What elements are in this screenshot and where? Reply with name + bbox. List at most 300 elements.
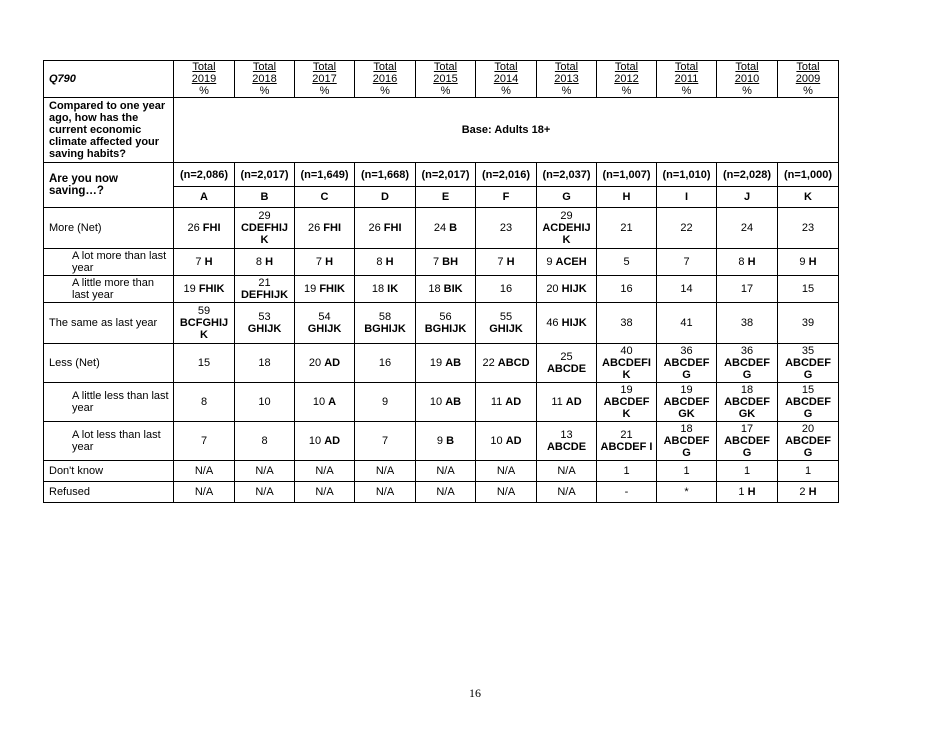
cell-value: 21	[620, 222, 633, 234]
table-cell	[717, 303, 778, 344]
cell-value: 19	[183, 283, 196, 295]
table-row	[44, 422, 839, 461]
table-cell	[295, 303, 355, 344]
cell-value: 1	[683, 465, 690, 477]
table-cell	[657, 482, 717, 503]
cell-value: 20	[546, 283, 559, 295]
table-cell	[657, 276, 717, 303]
table-cell	[778, 249, 839, 276]
significance-letters: ABCDEF K	[603, 396, 650, 420]
significance-letters: ABCDEF G	[785, 435, 831, 459]
cell-value: 1	[743, 465, 751, 477]
cell-value: 17	[740, 283, 754, 295]
percent-label: %	[681, 85, 692, 97]
significance-letters: GHIJK	[247, 323, 282, 335]
year-label: 2019	[191, 73, 217, 85]
cell-value: 9	[546, 256, 553, 268]
table-row	[44, 344, 839, 383]
total-label: Total	[312, 61, 337, 73]
significance-letters: BIK	[443, 283, 463, 295]
table-cell	[657, 344, 717, 383]
percent-label: %	[319, 85, 330, 97]
cell-value: 29	[560, 210, 573, 222]
cell-value: 23	[499, 222, 513, 234]
cell-value: 16	[499, 283, 513, 295]
cell-value: 9	[381, 396, 389, 408]
total-label: Total	[554, 61, 579, 73]
sample-size: (n=2,086)	[174, 163, 235, 187]
table-cell	[597, 208, 657, 249]
table-cell	[476, 482, 537, 503]
table-cell	[537, 276, 597, 303]
significance-letters: FHI	[383, 222, 402, 234]
table-cell	[476, 208, 537, 249]
cell-value: 40	[620, 345, 633, 357]
significance-letters: HIJK	[561, 317, 587, 329]
cell-value: 14	[680, 283, 693, 295]
cell-value: 1	[804, 465, 812, 477]
cell-value: 55	[499, 311, 513, 323]
total-label: Total	[674, 61, 699, 73]
significance-letters: ABCDEF G	[663, 357, 710, 381]
cell-value: -	[624, 486, 629, 498]
row-label: A little more than last year	[44, 276, 174, 303]
table-cell	[355, 276, 416, 303]
significance-letters: HIJK	[561, 283, 587, 295]
table-cell	[174, 383, 235, 422]
significance-letters: ACEH	[555, 256, 587, 268]
year-label: 2009	[795, 73, 821, 85]
significance-letters: A	[328, 396, 337, 408]
significance-letters: FHI	[202, 222, 221, 234]
total-label: Total	[252, 61, 277, 73]
sample-size: (n=1,000)	[778, 163, 839, 187]
significance-letters: FHIK	[198, 283, 225, 295]
table-cell	[476, 461, 537, 482]
table-cell	[597, 482, 657, 503]
table-cell	[657, 303, 717, 344]
row-label: More (Net)	[44, 208, 174, 249]
cell-value: 19	[429, 357, 443, 369]
significance-letters: H	[747, 256, 756, 268]
cell-value: 24	[433, 222, 447, 234]
table-row	[44, 276, 839, 303]
cell-value: 8	[200, 396, 208, 408]
table-cell	[295, 276, 355, 303]
cell-value: 9	[436, 435, 444, 447]
significance-letters: ABCDEF G	[785, 357, 831, 381]
table-cell	[235, 208, 295, 249]
percent-label: %	[742, 85, 752, 97]
percent-label: %	[380, 85, 390, 97]
significance-letters: ACDEHIJ K	[542, 222, 591, 246]
table-cell	[235, 383, 295, 422]
significance-letters: BH	[442, 256, 459, 268]
column-header	[174, 61, 235, 98]
significance-letters: ABCDEF G	[663, 435, 710, 459]
column-header	[537, 61, 597, 98]
significance-letters: H	[506, 256, 515, 268]
table-cell	[174, 482, 235, 503]
year-label: 2014	[493, 73, 519, 85]
table-cell	[174, 276, 235, 303]
column-header	[355, 61, 416, 98]
table-cell	[174, 422, 235, 461]
percent-label: %	[259, 85, 270, 97]
cell-value: *	[684, 486, 689, 498]
cell-value: N/A	[557, 465, 576, 477]
table-cell	[597, 383, 657, 422]
sample-size: (n=2,017)	[416, 163, 476, 187]
row-label: Don't know	[44, 461, 174, 482]
base-label: Base: Adults 18+	[174, 98, 839, 163]
cell-value: 56	[439, 311, 452, 323]
significance-letters: BGHIJK	[364, 323, 406, 335]
table-row	[44, 383, 839, 422]
year-label: 2010	[734, 73, 760, 85]
cell-value: 13	[560, 429, 573, 441]
cell-value: 36	[740, 345, 754, 357]
column-letter: B	[235, 187, 295, 208]
column-header	[295, 61, 355, 98]
column-letter: G	[537, 187, 597, 208]
crosstab-table	[43, 60, 839, 503]
significance-letters: GHIJK	[307, 323, 342, 335]
table-cell	[657, 383, 717, 422]
cell-value: 7	[497, 256, 504, 268]
cell-value: 18	[740, 384, 754, 396]
sample-size-row	[44, 163, 839, 187]
table-cell	[597, 303, 657, 344]
table-cell	[416, 461, 476, 482]
cell-value: 18	[371, 283, 385, 295]
cell-value: N/A	[496, 486, 516, 498]
total-label: Total	[494, 61, 518, 73]
row-label: A lot more than last year	[44, 249, 174, 276]
cell-value: 7	[315, 256, 323, 268]
sample-size: (n=2,017)	[235, 163, 295, 187]
table-cell	[476, 422, 537, 461]
cell-value: N/A	[496, 465, 516, 477]
table-cell	[235, 422, 295, 461]
table-row	[44, 461, 839, 482]
table-cell	[174, 208, 235, 249]
cell-value: N/A	[255, 465, 274, 477]
header-row	[44, 61, 839, 98]
year-label: 2013	[554, 73, 579, 85]
significance-letters: H	[808, 256, 817, 268]
cell-value: 15	[801, 283, 815, 295]
row-label: Refused	[44, 482, 174, 503]
cell-value: 29	[258, 210, 271, 222]
year-label: 2018	[252, 73, 277, 85]
table-cell	[295, 249, 355, 276]
column-letter: C	[295, 187, 355, 208]
cell-value: 8	[255, 256, 263, 268]
sample-size: (n=2,037)	[537, 163, 597, 187]
table-cell	[657, 461, 717, 482]
significance-letters: H	[204, 256, 213, 268]
table-cell	[416, 249, 476, 276]
cell-value: 22	[482, 357, 495, 369]
table-cell	[717, 422, 778, 461]
cell-value: 41	[680, 317, 693, 329]
table-cell	[235, 303, 295, 344]
table-cell	[235, 461, 295, 482]
question-id: Q790	[44, 61, 174, 98]
table-cell	[416, 303, 476, 344]
cell-value: 10	[490, 435, 503, 447]
row-label: A lot less than last year	[44, 422, 174, 461]
significance-letters: CDEFHIJ K	[240, 222, 289, 246]
table-cell	[778, 276, 839, 303]
cell-value: 18	[258, 357, 271, 369]
cell-value: 35	[801, 345, 815, 357]
column-letter: K	[778, 187, 839, 208]
sample-size: (n=1,668)	[355, 163, 416, 187]
table-cell	[295, 461, 355, 482]
cell-value: 17	[740, 423, 754, 435]
table-cell	[476, 249, 537, 276]
table-cell	[597, 461, 657, 482]
column-header	[416, 61, 476, 98]
table-cell	[235, 276, 295, 303]
table-cell	[717, 383, 778, 422]
table-cell	[717, 276, 778, 303]
significance-letters: FHIK	[319, 283, 345, 295]
cell-value: 1	[623, 465, 630, 477]
table-cell	[537, 249, 597, 276]
table-cell	[295, 344, 355, 383]
table-cell	[778, 383, 839, 422]
cell-value: 16	[620, 283, 633, 295]
significance-letters: ABCDEF G	[724, 357, 770, 381]
column-header	[657, 61, 717, 98]
cell-value: N/A	[194, 465, 214, 477]
cell-value: 38	[740, 317, 754, 329]
cell-value: 7	[195, 256, 202, 268]
table-cell	[537, 303, 597, 344]
base-row	[44, 98, 839, 163]
cell-value: 20	[801, 423, 815, 435]
cell-value: 18	[428, 283, 441, 295]
cell-value: 8	[738, 256, 745, 268]
table-cell	[778, 422, 839, 461]
table-cell	[778, 344, 839, 383]
row-header: Are you now saving…?	[44, 163, 174, 208]
year-label: 2015	[433, 73, 458, 85]
cell-value: 11	[490, 396, 503, 408]
cell-value: N/A	[436, 486, 455, 498]
significance-letters: AD	[324, 435, 341, 447]
table-cell	[717, 249, 778, 276]
cell-value: 9	[799, 256, 806, 268]
cell-value: 54	[318, 311, 331, 323]
cell-value: 1	[738, 486, 745, 498]
cell-value: 10	[429, 396, 443, 408]
cell-value: 16	[378, 357, 392, 369]
total-label: Total	[373, 61, 397, 73]
table-cell	[537, 383, 597, 422]
column-letter: J	[717, 187, 778, 208]
significance-letters: ABCDEF GK	[724, 396, 770, 420]
table-cell	[597, 249, 657, 276]
column-header	[476, 61, 537, 98]
column-letter: D	[355, 187, 416, 208]
cell-value: N/A	[375, 465, 395, 477]
cell-value: 53	[258, 311, 271, 323]
cell-value: 58	[378, 311, 392, 323]
table-cell	[537, 461, 597, 482]
table-cell	[174, 461, 235, 482]
table-row	[44, 208, 839, 249]
significance-letters: AB	[445, 357, 462, 369]
cell-value: 8	[261, 435, 268, 447]
table-cell	[355, 303, 416, 344]
table-cell	[778, 482, 839, 503]
table-cell	[295, 383, 355, 422]
table-cell	[778, 208, 839, 249]
table-row	[44, 303, 839, 344]
year-label: 2012	[614, 73, 639, 85]
table-cell	[778, 461, 839, 482]
table-row	[44, 249, 839, 276]
sample-size: (n=2,016)	[476, 163, 537, 187]
significance-letters: AB	[445, 396, 462, 408]
percent-label: %	[803, 85, 813, 97]
table-cell	[235, 344, 295, 383]
significance-letters: AD	[505, 396, 522, 408]
cell-value: N/A	[255, 486, 274, 498]
significance-letters: H	[325, 256, 334, 268]
percent-label: %	[199, 85, 209, 97]
significance-letters: H	[808, 486, 817, 498]
table-cell	[416, 208, 476, 249]
year-label: 2011	[674, 73, 699, 85]
cell-value: N/A	[375, 486, 395, 498]
cell-value: 10	[308, 435, 322, 447]
column-letter: A	[174, 187, 235, 208]
cell-value: 5	[623, 256, 630, 268]
cell-value: 7	[683, 256, 690, 268]
cell-value: 20	[308, 357, 322, 369]
table-cell	[657, 249, 717, 276]
table-cell	[355, 383, 416, 422]
total-label: Total	[735, 61, 759, 73]
total-label: Total	[796, 61, 820, 73]
row-label: A little less than last year	[44, 383, 174, 422]
table-row	[44, 482, 839, 503]
cell-value: 15	[801, 384, 815, 396]
cell-value: 46	[546, 317, 559, 329]
cell-value: 36	[680, 345, 693, 357]
table-cell	[717, 208, 778, 249]
significance-letters: BCFGHIJ K	[179, 317, 229, 341]
sample-size: (n=2,028)	[717, 163, 778, 187]
table-cell	[295, 422, 355, 461]
significance-letters: B	[446, 435, 455, 447]
significance-letters: ABCDE	[546, 363, 587, 375]
column-letter: E	[416, 187, 476, 208]
table-cell	[537, 208, 597, 249]
percent-label: %	[440, 85, 451, 97]
table-cell	[355, 482, 416, 503]
table-cell	[416, 276, 476, 303]
table-cell	[476, 303, 537, 344]
cell-value: 10	[312, 396, 326, 408]
table-cell	[355, 461, 416, 482]
row-label: The same as last year	[44, 303, 174, 344]
table-cell	[537, 482, 597, 503]
table-cell	[597, 344, 657, 383]
sample-size: (n=1,007)	[597, 163, 657, 187]
table-cell	[597, 422, 657, 461]
table-cell	[537, 344, 597, 383]
page-number: 16	[469, 686, 481, 700]
cell-value: 7	[432, 256, 440, 268]
significance-letters: ABCDEF GK	[663, 396, 710, 420]
table-cell	[657, 208, 717, 249]
total-label: Total	[614, 61, 639, 73]
cell-value: 2	[799, 486, 806, 498]
table-cell	[355, 422, 416, 461]
cell-value: 21	[620, 429, 633, 441]
table-cell	[235, 482, 295, 503]
significance-letters: AD	[324, 357, 341, 369]
table-cell	[476, 344, 537, 383]
significance-letters: FHI	[323, 222, 342, 234]
question-text: Compared to one year ago, how has the current economic climate affected your saving habits?	[44, 98, 174, 163]
significance-letters: H	[385, 256, 394, 268]
table-cell	[476, 383, 537, 422]
table-cell	[295, 482, 355, 503]
cell-value: 15	[197, 357, 211, 369]
table-cell	[537, 422, 597, 461]
cell-value: 19	[620, 384, 633, 396]
cell-value: 26	[187, 222, 200, 234]
cell-value: 7	[200, 435, 208, 447]
table-cell	[355, 344, 416, 383]
table-cell	[355, 249, 416, 276]
cell-value: 59	[197, 305, 211, 317]
cell-value: 23	[801, 222, 815, 234]
cell-value: 21	[258, 277, 271, 289]
percent-label: %	[501, 85, 511, 97]
cell-value: 25	[560, 351, 573, 363]
significance-letters: DEFHIJK	[240, 289, 289, 301]
sample-size: (n=1,010)	[657, 163, 717, 187]
significance-letters: BGHIJK	[424, 323, 467, 335]
column-header	[597, 61, 657, 98]
cell-value: 26	[307, 222, 321, 234]
column-letter: F	[476, 187, 537, 208]
significance-letters: ABCDEF G	[724, 435, 770, 459]
column-header	[717, 61, 778, 98]
sample-size: (n=1,649)	[295, 163, 355, 187]
table-cell	[476, 276, 537, 303]
cell-value: 24	[740, 222, 754, 234]
table-cell	[355, 208, 416, 249]
significance-letters: B	[449, 222, 458, 234]
percent-label: %	[621, 85, 632, 97]
cell-value: N/A	[436, 465, 455, 477]
table-cell	[597, 276, 657, 303]
table-cell	[416, 422, 476, 461]
significance-letters: H	[747, 486, 756, 498]
column-letter: H	[597, 187, 657, 208]
significance-letters: H	[265, 256, 274, 268]
cell-value: 38	[620, 317, 633, 329]
